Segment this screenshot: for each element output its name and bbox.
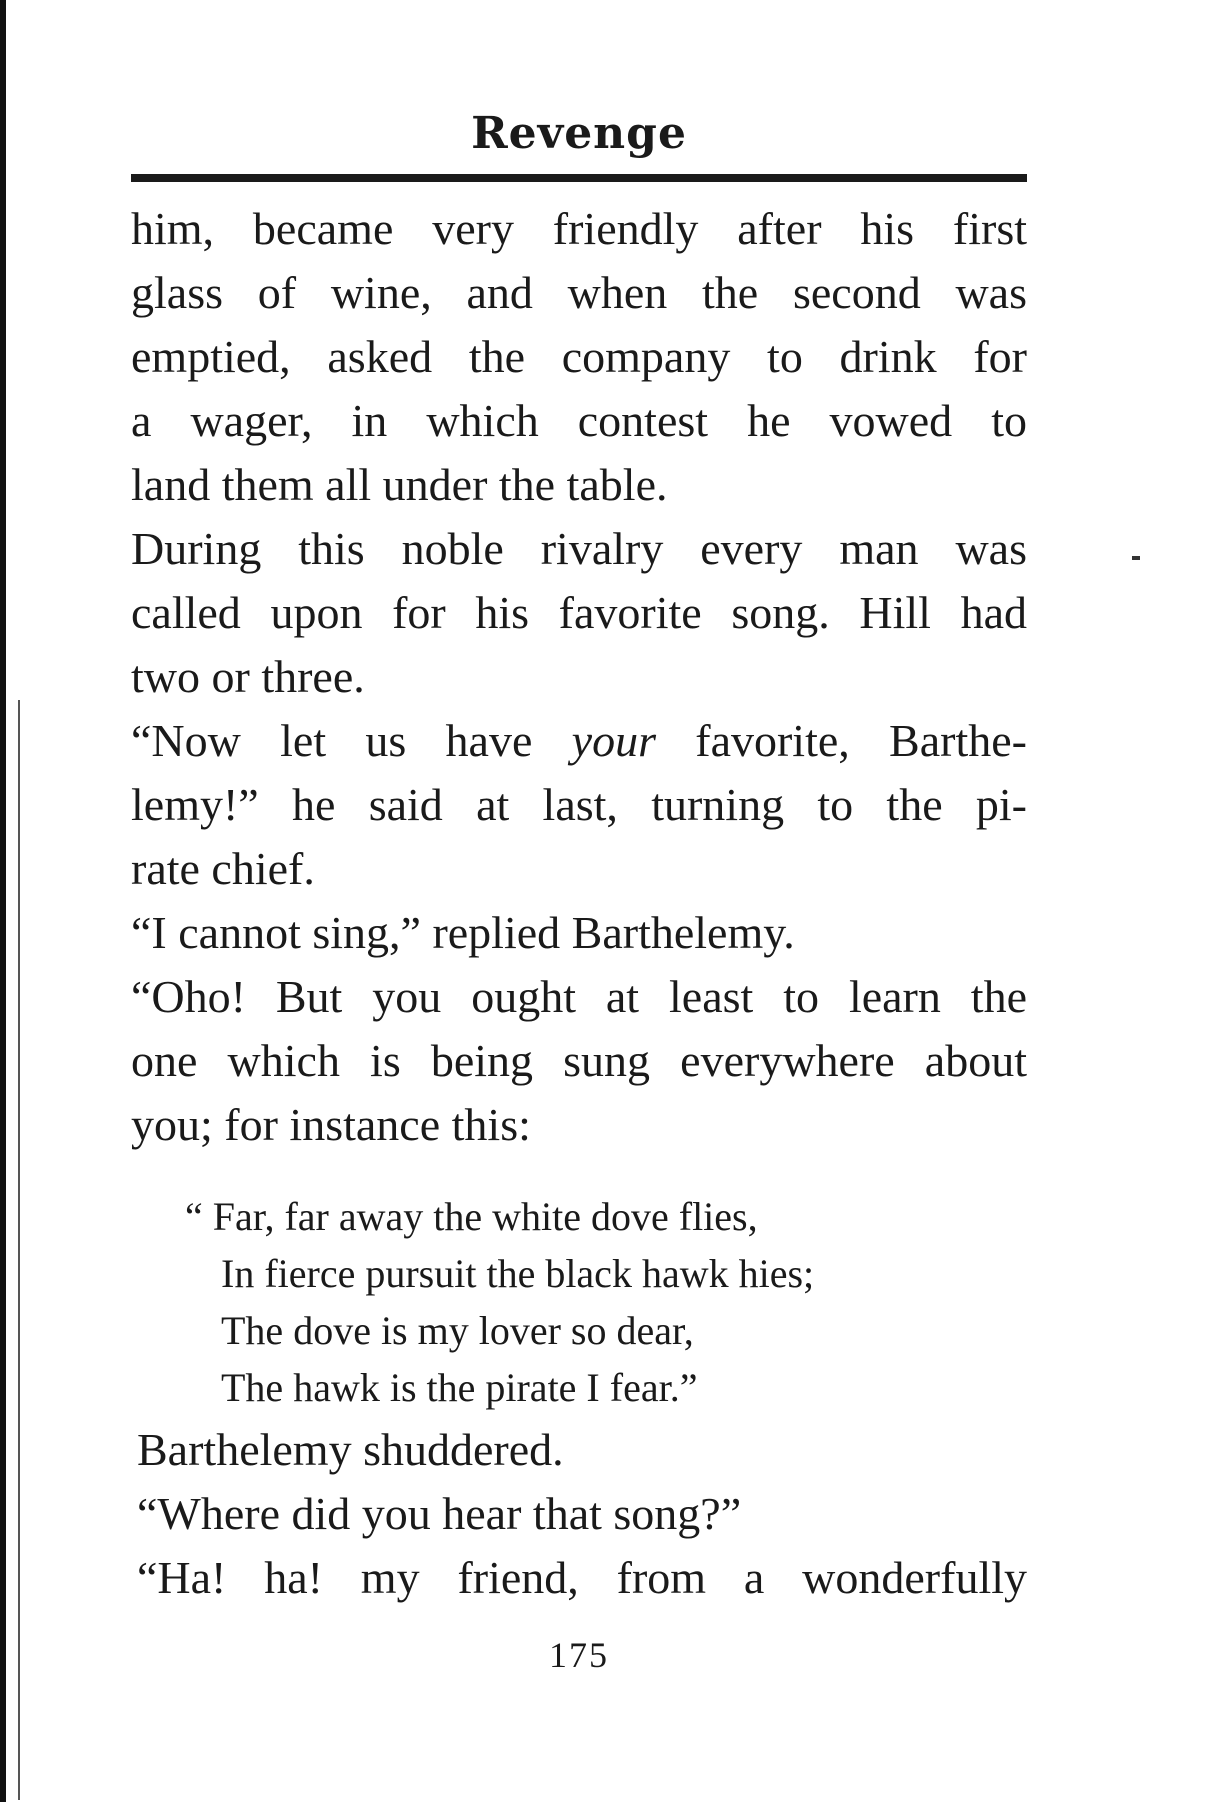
- text-line: During this noble rivalry every man was: [131, 523, 1027, 574]
- text-line: you; for instance this:: [131, 1099, 531, 1150]
- body-text-bottom: [137, 1418, 1027, 1610]
- verse-line: In fierce pursuit the black hawk hies;: [221, 1251, 815, 1296]
- text-span: favorite, Barthe-: [655, 715, 1027, 766]
- verse-line: “ Far, far away the white dove flies,: [185, 1194, 758, 1239]
- text-line: one which is being sung everywhere about: [131, 1035, 1027, 1086]
- binding-edge: [0, 0, 6, 1802]
- text-line: “Where did you hear that song?”: [137, 1488, 742, 1539]
- text-line: called upon for his favorite song. Hill had: [131, 587, 1027, 638]
- italic-word: your: [571, 715, 656, 766]
- text-line: “Ha! ha! my friend, from a wonderfully: [137, 1552, 1027, 1603]
- running-head: Revenge: [471, 108, 687, 159]
- song-verse: [185, 1188, 1005, 1416]
- text-line: him, became very friendly after his first: [131, 203, 1027, 254]
- ink-speck: [1132, 556, 1140, 560]
- binding-shadow: [18, 700, 20, 1800]
- text-line: glass of wine, and when the second was: [131, 267, 1027, 318]
- text-line: land them all under the table.: [131, 459, 668, 510]
- text-line: “Oho! But you ought at least to learn the: [131, 971, 1027, 1022]
- text-line: a wager, in which contest he vowed to: [131, 395, 1027, 446]
- text-line: two or three.: [131, 651, 365, 702]
- page-number: 175: [549, 1635, 609, 1675]
- text-line: rate chief.: [131, 843, 315, 894]
- text-line: Barthelemy shuddered.: [137, 1424, 564, 1475]
- text-line: “I cannot sing,” replied Barthelemy.: [131, 907, 795, 958]
- text-line: lemy!” he said at last, turning to the pi-: [131, 779, 1027, 830]
- verse-line: The dove is my lover so dear,: [221, 1308, 694, 1353]
- text-span: “Now let us have: [131, 715, 572, 766]
- text-line-italic: [131, 709, 1027, 773]
- text-line: emptied, asked the company to drink for: [131, 331, 1027, 382]
- header-rule: [131, 174, 1027, 182]
- body-text-top: [131, 197, 1027, 1157]
- verse-line: The hawk is the pirate I fear.”: [221, 1365, 698, 1410]
